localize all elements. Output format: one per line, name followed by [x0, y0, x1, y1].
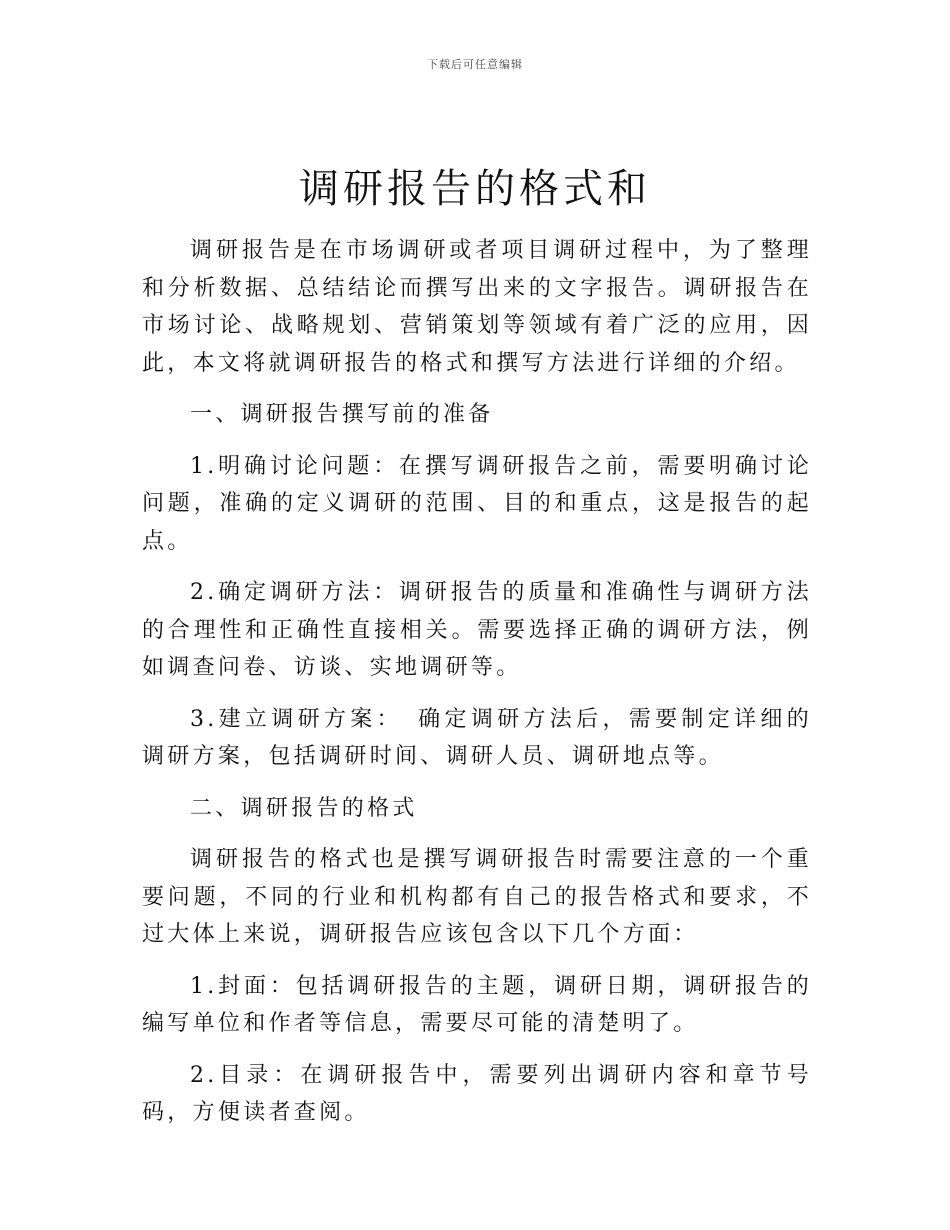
- format-item-1: 1.封面：包括调研报告的主题，调研日期，调研报告的编写单位和作者等信息，需要尽可能的清楚明了。: [142, 973, 812, 1036]
- header-note: 下载后可任意编辑: [427, 58, 523, 71]
- intro-paragraph: 调研报告是在市场调研或者项目调研过程中，为了整理和分析数据、总结结论而撰写出来的文字报告。调研报告在市场讨论、战略规划、营销策划等领域有着广泛的应用，因此，本文将就调研报告的格式和撰写方法进行详细的介绍。: [142, 238, 812, 376]
- preparation-item-1: 1.明确讨论问题：在撰写调研报告之前，需要明确讨论问题，准确的定义调研的范围、目的和重点，这是报告的起点。: [142, 453, 812, 554]
- format-item-2: 2.目录：在调研报告中，需要列出调研内容和章节号码，方便读者查阅。: [142, 1062, 812, 1125]
- document-title: 调研报告的格式和: [299, 166, 651, 212]
- document-body: [142, 232, 812, 1146]
- format-intro-paragraph: 调研报告的格式也是撰写调研报告时需要注意的一个重要问题，不同的行业和机构都有自己的报告格式和要求，不过大体上来说，调研报告应该包含以下几个方面：: [142, 847, 812, 947]
- preparation-item-2: 2.确定调研方法：调研报告的质量和准确性与调研方法的合理性和正确性直接相关。需要选择正确的调研方法，例如调查问卷、访谈、实地调研等。: [142, 580, 812, 680]
- preparation-item-3: 3.建立调研方案： 确定调研方法后，需要制定详细的调研方案，包括调研时间、调研人员、调研地点等。: [142, 706, 812, 769]
- section-heading-format: 二、调研报告的格式: [190, 795, 418, 821]
- section-heading-preparation: 一、调研报告撰写前的准备: [190, 402, 494, 427]
